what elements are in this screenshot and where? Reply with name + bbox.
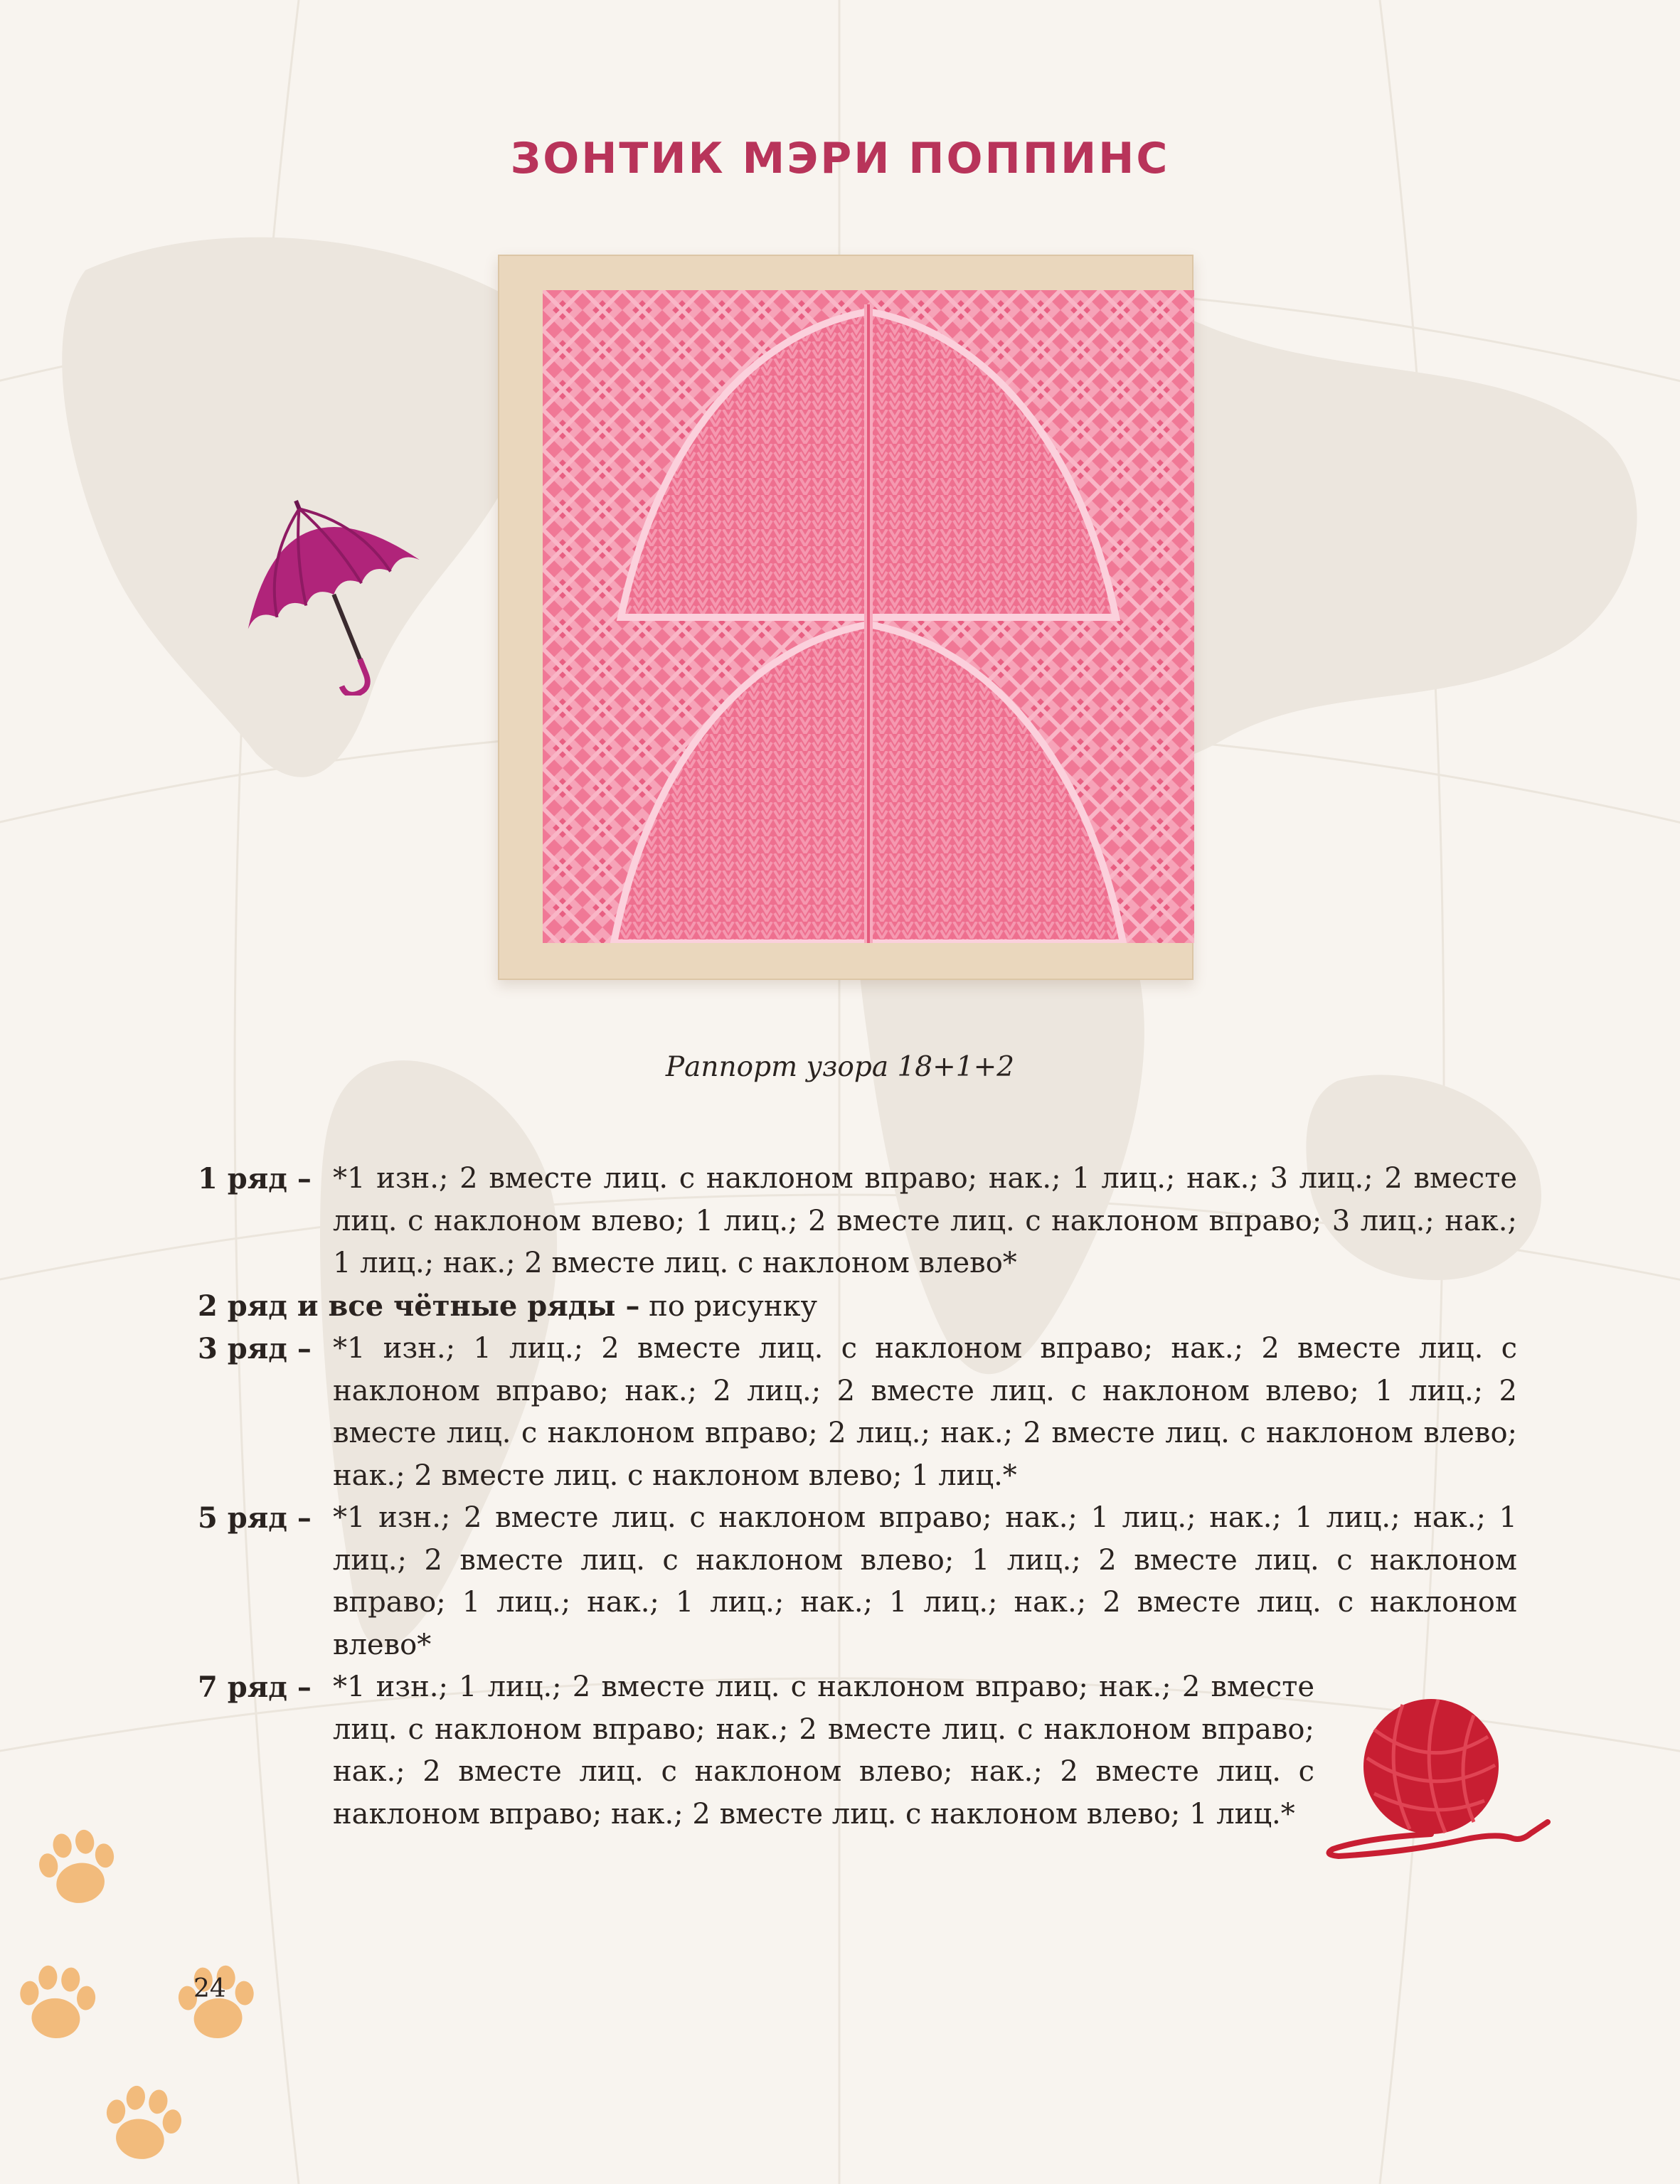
- row-1-instruction: [198, 1158, 1517, 1285]
- row-text: *1 изн.; 2 вместе лиц. с наклоном вправо; нак.; 1 лиц.; нак.; 1 лиц.; нак.; 1 лиц.; 2 вместе лиц. с наклоном влево; 1 лиц.; 2 вместе лиц. с наклоном вправо; 1 лиц.; нак.; 1 лиц.; нак.; 1 лиц.; нак.; 2 вместе лиц. с наклоном влево*: [333, 1501, 1517, 1661]
- row-text: *1 изн.; 1 лиц.; 2 вместе лиц. с наклоном вправо; нак.; 2 вместе лиц. с наклоном вправо; нак.; 2 вместе лиц. с наклоном вправо; нак.; 2 вместе лиц. с наклоном влево; нак.; 2 вместе лиц. с наклоном вправо; нак.; 2 вместе лиц. с наклоном влево; 1 лиц.*: [333, 1671, 1314, 1831]
- row-text: *1 изн.; 1 лиц.; 2 вместе лиц. с наклоном вправо; нак.; 2 вместе лиц. с наклоном вправо; нак.; 2 лиц.; 2 вместе лиц. с наклоном влево; 1 лиц.; 2 вместе лиц. с наклоном вправо; 2 лиц.; нак.; 2 вместе лиц. с наклоном влево; нак.; 2 вместе лиц. с наклоном влево; 1 лиц.*: [333, 1332, 1517, 1492]
- paw-print-icon: [0, 1792, 270, 2184]
- row-instructions: [198, 1158, 1517, 1836]
- row-text: *1 изн.; 2 вместе лиц. с наклоном вправо; нак.; 1 лиц.; нак.; 3 лиц.; 2 вместе лиц. с наклоном влево; 1 лиц.; 2 вместе лиц. с наклоном вправо; 3 лиц.; нак.; 1 лиц.; нак.; 2 вместе лиц. с наклоном влево*: [333, 1162, 1517, 1279]
- swatch-photo-frame: [498, 255, 1193, 980]
- row-label: 5 ряд –: [198, 1501, 312, 1535]
- row-3-instruction: [198, 1328, 1517, 1497]
- row-7-instruction: [198, 1666, 1517, 1836]
- pattern-repeat-caption: Раппорт узора 18+1+2: [665, 1051, 1015, 1083]
- page-title: ЗОНТИК МЭРИ ПОППИНС: [510, 134, 1170, 183]
- row-label: 1 ряд –: [198, 1162, 312, 1195]
- row-text: по рисунку: [649, 1289, 818, 1323]
- row-label: 3 ряд –: [198, 1332, 312, 1365]
- row-2-instruction: [198, 1285, 1517, 1328]
- page-number: 24: [193, 1974, 226, 2003]
- row-5-instruction: [198, 1497, 1517, 1666]
- knitted-swatch-image: [543, 290, 1194, 943]
- row-label: 7 ряд –: [198, 1671, 312, 1704]
- row-label: 2 ряд и все чётные ряды –: [198, 1289, 640, 1323]
- yarn-ball-icon: [1324, 1687, 1552, 1865]
- umbrella-icon: [226, 489, 425, 696]
